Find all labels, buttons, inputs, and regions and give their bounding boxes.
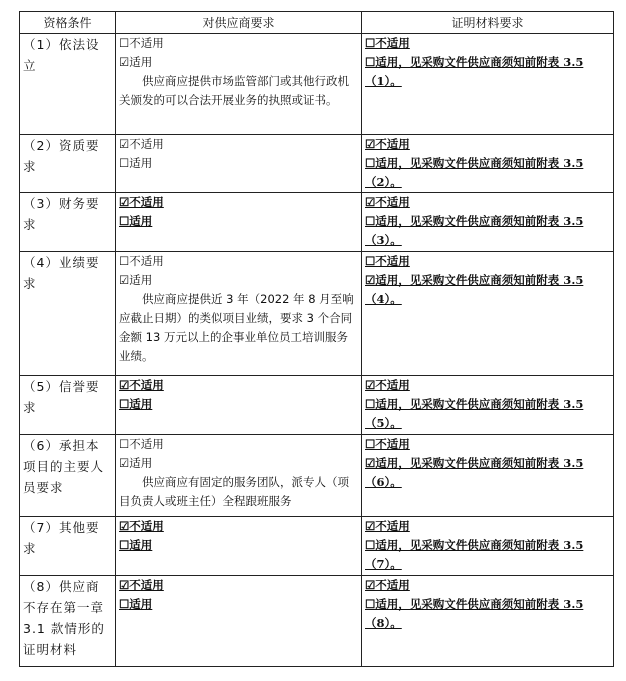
option-applicable: ☐适用 bbox=[119, 397, 153, 411]
requirement-cell bbox=[116, 34, 362, 135]
proof-not-applicable: ☑不适用 bbox=[365, 137, 410, 151]
requirement-cell bbox=[116, 135, 362, 193]
proof-applicable: ☐适用，见采购文件供应商须知前附表 3.5（3）。 bbox=[365, 214, 584, 247]
option-not-applicable: ☑不适用 bbox=[119, 195, 164, 209]
proof-cell bbox=[362, 517, 614, 576]
condition-cell: （6）承担本项目的主要人员要求 bbox=[20, 435, 116, 517]
header-proof-requirement: 证明材料要求 bbox=[362, 12, 614, 34]
condition-cell: （7）其他要求 bbox=[20, 517, 116, 576]
requirement-text: 供应商应提供市场监管部门或其他行政机关颁发的可以合法开展业务的执照或证书。 bbox=[119, 74, 349, 107]
proof-not-applicable: ☐不适用 bbox=[365, 36, 410, 50]
condition-cell: （8）供应商不存在第一章 3.1 款情形的证明材料 bbox=[20, 576, 116, 667]
option-not-applicable: ☑不适用 bbox=[119, 137, 164, 151]
proof-cell bbox=[362, 193, 614, 252]
option-applicable: ☑适用 bbox=[119, 273, 153, 287]
proof-cell bbox=[362, 576, 614, 667]
proof-not-applicable: ☐不适用 bbox=[365, 437, 410, 451]
table-header-row bbox=[20, 12, 614, 34]
table-row bbox=[20, 576, 614, 667]
table-row bbox=[20, 34, 614, 135]
table-row bbox=[20, 517, 614, 576]
condition-cell: （5）信誉要求 bbox=[20, 376, 116, 435]
header-condition: 资格条件 bbox=[20, 12, 116, 34]
proof-not-applicable: ☑不适用 bbox=[365, 578, 410, 592]
proof-not-applicable: ☑不适用 bbox=[365, 519, 410, 533]
proof-not-applicable: ☐不适用 bbox=[365, 254, 410, 268]
table-row bbox=[20, 376, 614, 435]
proof-applicable: ☑适用，见采购文件供应商须知前附表 3.5（6）。 bbox=[365, 456, 584, 489]
proof-not-applicable: ☑不适用 bbox=[365, 195, 410, 209]
requirement-cell bbox=[116, 435, 362, 517]
proof-cell bbox=[362, 34, 614, 135]
condition-cell: （2）资质要求 bbox=[20, 135, 116, 193]
proof-applicable: ☑适用，见采购文件供应商须知前附表 3.5（4）。 bbox=[365, 273, 584, 306]
proof-not-applicable: ☑不适用 bbox=[365, 378, 410, 392]
option-applicable: ☐适用 bbox=[119, 214, 153, 228]
condition-cell: （1）依法设立 bbox=[20, 34, 116, 135]
proof-applicable: ☐适用，见采购文件供应商须知前附表 3.5（2）。 bbox=[365, 156, 584, 189]
requirement-cell bbox=[116, 517, 362, 576]
proof-applicable: ☐适用，见采购文件供应商须知前附表 3.5（5）。 bbox=[365, 397, 584, 430]
option-not-applicable: ☑不适用 bbox=[119, 519, 164, 533]
proof-cell bbox=[362, 135, 614, 193]
requirement-text: 供应商应提供近 3 年（2022 年 8 月至响应截止日期）的类似项目业绩，要求 3 个合同金额 13 万元以上的企事业单位员工培训服务业绩。 bbox=[119, 292, 354, 363]
option-not-applicable: ☐不适用 bbox=[119, 254, 164, 268]
requirement-cell bbox=[116, 576, 362, 667]
header-supplier-requirement: 对供应商要求 bbox=[116, 12, 362, 34]
qualification-table bbox=[19, 11, 614, 667]
proof-cell bbox=[362, 376, 614, 435]
requirement-cell bbox=[116, 193, 362, 252]
table-row bbox=[20, 435, 614, 517]
proof-applicable: ☐适用，见采购文件供应商须知前附表 3.5（8）。 bbox=[365, 597, 584, 630]
option-applicable: ☐适用 bbox=[119, 156, 153, 170]
option-not-applicable: ☐不适用 bbox=[119, 36, 164, 50]
proof-cell bbox=[362, 435, 614, 517]
table-row bbox=[20, 135, 614, 193]
requirement-text: 供应商应有固定的服务团队，派专人（项目负责人或班主任）全程跟班服务 bbox=[119, 475, 349, 508]
table-row bbox=[20, 252, 614, 376]
proof-applicable: ☐适用，见采购文件供应商须知前附表 3.5（7）。 bbox=[365, 538, 584, 571]
condition-cell: （3）财务要求 bbox=[20, 193, 116, 252]
option-not-applicable: ☑不适用 bbox=[119, 578, 164, 592]
option-applicable: ☑适用 bbox=[119, 456, 153, 470]
option-not-applicable: ☑不适用 bbox=[119, 378, 164, 392]
proof-cell bbox=[362, 252, 614, 376]
condition-cell: （4）业绩要求 bbox=[20, 252, 116, 376]
option-applicable: ☑适用 bbox=[119, 55, 153, 69]
option-applicable: ☐适用 bbox=[119, 538, 153, 552]
proof-applicable: ☐适用，见采购文件供应商须知前附表 3.5（1）。 bbox=[365, 55, 584, 88]
requirement-cell bbox=[116, 252, 362, 376]
requirement-cell bbox=[116, 376, 362, 435]
option-not-applicable: ☐不适用 bbox=[119, 437, 164, 451]
option-applicable: ☐适用 bbox=[119, 597, 153, 611]
table-row bbox=[20, 193, 614, 252]
